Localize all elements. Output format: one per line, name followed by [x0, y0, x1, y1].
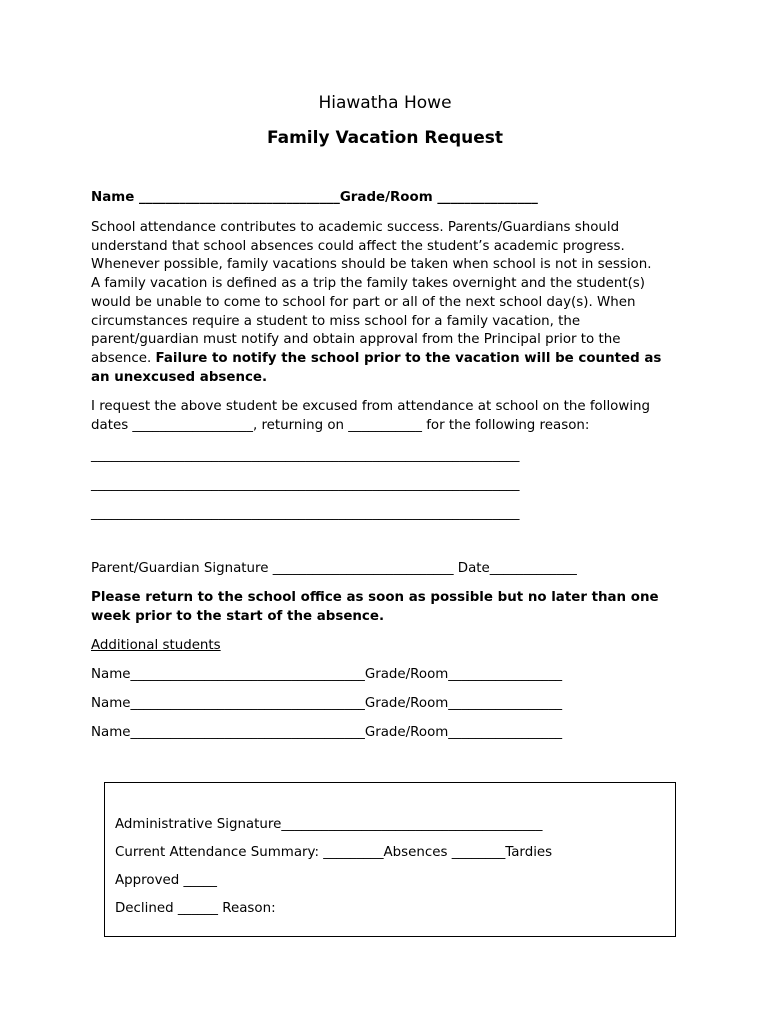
school-name: Hiawatha Howe [318, 93, 452, 113]
policy-line: would be unable to come to school for part or all of the next school day(s). When [91, 294, 636, 310]
policy-line: circumstances require a student to miss school for a family vacation, the [91, 313, 581, 329]
request-line-1: I request the above student be excused from attendance at school on the following [91, 399, 651, 414]
policy-line [91, 350, 691, 369]
admin-box [104, 782, 676, 937]
policy-line: parent/guardian must notify and obtain approval from the Principal prior to the [91, 332, 621, 348]
request-paragraph [91, 397, 691, 435]
policy-warning: Failure to notify the school prior to the vacation will be counted as [155, 350, 662, 366]
additional-student-row[interactable]: Name___________________________________Grade/Room_________________ [91, 667, 563, 682]
return-notice-line-1: Please return to the school office as soon as possible but no later than one [91, 590, 659, 605]
reason-blank-3[interactable]: ________________________________________________________________ [91, 506, 520, 521]
grade-room-blank[interactable]: _______________ [437, 190, 538, 205]
name-blank[interactable]: ______________________________ [138, 190, 340, 205]
additional-student-row[interactable]: Name___________________________________Grade/Room_________________ [91, 696, 563, 711]
return-notice-line-2: week prior to the start of the absence. [91, 609, 385, 624]
form-title: Family Vacation Request [266, 128, 504, 148]
parent-signature-line[interactable]: Parent/Guardian Signature ___________________________ Date_____________ [91, 561, 577, 576]
grade-room-label: Grade/Room [339, 190, 433, 205]
declined-line[interactable]: Declined ______ Reason: [115, 901, 276, 916]
name-label: Name [91, 190, 135, 205]
reason-blank-2[interactable]: ________________________________________________________________ [91, 477, 520, 492]
reason-blank-1[interactable]: ________________________________________________________________ [91, 448, 520, 463]
attendance-summary-line[interactable]: Current Attendance Summary: _________Absences ________Tardies [115, 845, 553, 860]
policy-paragraph [91, 219, 691, 387]
approved-line[interactable]: Approved _____ [115, 873, 217, 888]
policy-last-plain: absence. [91, 350, 156, 366]
student-name-grade-line [91, 190, 538, 205]
policy-line: understand that school absences could affect the student’s academic progress. [91, 238, 625, 254]
additional-student-row[interactable]: Name___________________________________Grade/Room_________________ [91, 725, 563, 740]
policy-line: Whenever possible, family vacations should be taken when school is not in session. [91, 257, 652, 273]
policy-warning-end: an unexcused absence. [91, 369, 268, 385]
policy-line: School attendance contributes to academic success. Parents/Guardians should [91, 220, 620, 235]
request-line-2[interactable]: dates __________________, returning on ___________ for the following reason: [91, 418, 590, 433]
admin-signature-line[interactable]: Administrative Signature_______________________________________ [115, 817, 543, 832]
additional-students-heading: Additional students [91, 638, 221, 653]
policy-line: A family vacation is defined as a trip the family takes overnight and the student(s) [91, 276, 645, 292]
